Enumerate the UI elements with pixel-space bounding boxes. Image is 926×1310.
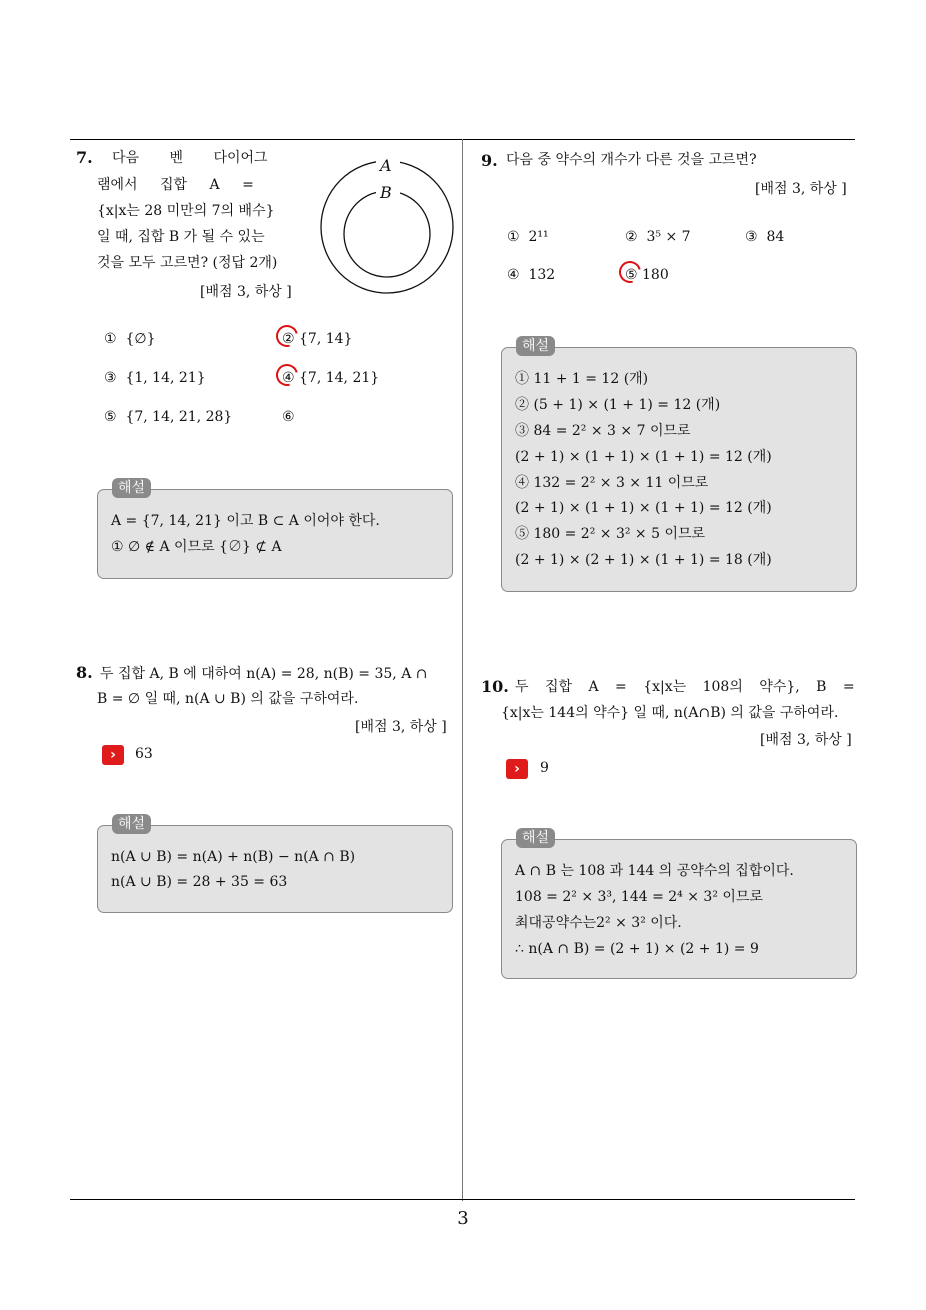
question-text-line: B = ∅ 일 때, n(A ∪ B) 의 값을 구하여라. [97, 691, 359, 707]
score-info: [배점 3, 하상 ] [760, 732, 852, 748]
choice-6[interactable] [282, 409, 295, 425]
choice-text: 3⁵ × 7 [646, 229, 691, 245]
choice-text: {7, 14, 21} [299, 370, 380, 386]
bottom-rule [70, 1199, 855, 1200]
choice-text: 132 [528, 267, 556, 283]
answer-arrow-icon: › [102, 745, 124, 765]
solution-tag: 해설 [516, 336, 555, 356]
question-number: 10. [481, 677, 509, 696]
choice-4[interactable] [282, 370, 379, 386]
choice-label: ⑤ [625, 267, 638, 283]
score-info: [배점 3, 하상 ] [200, 284, 292, 300]
choice-text: {7, 14} [299, 331, 353, 347]
solution-box [501, 347, 857, 592]
solution-line: A ∩ B 는 108 과 144 의 공약수의 집합이다. [515, 863, 794, 879]
answer-value: 9 [540, 760, 549, 776]
solution-line: ③ 84 = 2² × 3 × 7 이므로 [515, 423, 691, 439]
solution-line: (2 + 1) × (2 + 1) × (1 + 1) = 18 (개) [515, 552, 772, 568]
solution-line: (2 + 1) × (1 + 1) × (1 + 1) = 12 (개) [515, 449, 772, 465]
venn-outer-label: A [380, 156, 392, 175]
choice-label: ⑤ [104, 409, 117, 425]
question-text-line: 다음 중 약수의 개수가 다른 것을 고르면? [506, 152, 757, 168]
question-text-line: 다음 벤 다이어그 [112, 150, 268, 166]
solution-line: ∴ n(A ∩ B) = (2 + 1) × (2 + 1) = 9 [515, 941, 759, 957]
solution-line: ① 11 + 1 = 12 (개) [515, 371, 649, 387]
solution-line: ① ∅ ∉ A 이므로 {∅} ⊄ A [111, 539, 282, 555]
choice-label: ⑥ [282, 409, 295, 425]
question-text-line: 것을 모두 고르면? (정답 2개) [97, 255, 278, 271]
answer-mark-circle [272, 360, 302, 390]
question-text-line: 램에서 집합 A = [97, 177, 254, 193]
choice-label: ④ [282, 370, 295, 386]
question-number: 7. [76, 148, 93, 167]
choice-text: {1, 14, 21} [125, 370, 206, 386]
answer-value: 63 [135, 746, 153, 762]
solution-line: 최대공약수는2² × 3² 이다. [515, 915, 682, 931]
choice-label: ③ [745, 229, 758, 245]
choice-text: 84 [766, 229, 785, 245]
solution-tag: 해설 [516, 828, 555, 848]
choice-label: ③ [104, 370, 117, 386]
choice-label: ① [507, 229, 520, 245]
venn-inner-label: B [380, 183, 392, 202]
question-number: 8. [76, 663, 93, 682]
solution-line: (2 + 1) × (1 + 1) × (1 + 1) = 12 (개) [515, 500, 772, 516]
choice-5[interactable] [625, 267, 669, 283]
answer-arrow-icon: › [506, 759, 528, 779]
choice-3[interactable] [104, 370, 206, 386]
question-number: 9. [481, 151, 498, 170]
choice-text: {∅} [125, 331, 156, 347]
solution-line: n(A ∪ B) = n(A) + n(B) − n(A ∩ B) [111, 849, 356, 865]
solution-tag: 해설 [112, 814, 151, 834]
solution-line: ② (5 + 1) × (1 + 1) = 12 (개) [515, 397, 721, 413]
choice-text: 180 [642, 267, 669, 283]
choice-2[interactable] [282, 331, 352, 347]
answer-mark-circle [272, 321, 302, 351]
solution-line: A = {7, 14, 21} 이고 B ⊂ A 이어야 한다. [111, 513, 380, 529]
venn-circles [318, 155, 458, 295]
solution-line: ④ 132 = 2² × 3 × 11 이므로 [515, 475, 709, 491]
choice-label: ② [282, 331, 295, 347]
question-text-line: 두 집합 A, B 에 대하여 n(A) = 28, n(B) = 35, A ∩ [100, 666, 428, 682]
choice-1[interactable] [507, 229, 549, 245]
choice-2[interactable] [625, 229, 691, 245]
score-info: [배점 3, 하상 ] [755, 181, 847, 197]
solution-line: 108 = 2² × 3³, 144 = 2⁴ × 3² 이므로 [515, 889, 763, 905]
question-text-line: 일 때, 집합 B 가 될 수 있는 [97, 229, 265, 245]
choice-text: 2¹¹ [528, 229, 549, 245]
page-number: 3 [457, 1208, 469, 1229]
choice-label: ① [104, 331, 117, 347]
choice-3[interactable] [745, 229, 784, 245]
choice-4[interactable] [507, 267, 555, 283]
score-info: [배점 3, 하상 ] [355, 719, 447, 735]
choice-label: ② [625, 229, 638, 245]
question-text-line: {x|x는 28 미만의 7의 배수} [97, 203, 275, 219]
answer-mark-circle [615, 257, 645, 287]
choice-5[interactable] [104, 409, 232, 425]
choice-label: ④ [507, 267, 520, 283]
solution-line: n(A ∪ B) = 28 + 35 = 63 [111, 874, 288, 890]
solution-tag: 해설 [112, 478, 151, 498]
choice-text: {7, 14, 21, 28} [125, 409, 233, 425]
choice-1[interactable] [104, 331, 155, 347]
solution-box [97, 489, 453, 579]
solution-line: ⑤ 180 = 2² × 3² × 5 이므로 [515, 526, 706, 542]
solution-box [97, 825, 453, 913]
solution-box [501, 839, 857, 979]
question-text-line: 두 집합 A = {x|x는 108의 약수}, B = [515, 679, 855, 695]
question-text-line: {x|x는 144의 약수} 일 때, n(A∩B) 의 값을 구하여라. [501, 705, 839, 721]
column-divider [462, 139, 463, 1201]
